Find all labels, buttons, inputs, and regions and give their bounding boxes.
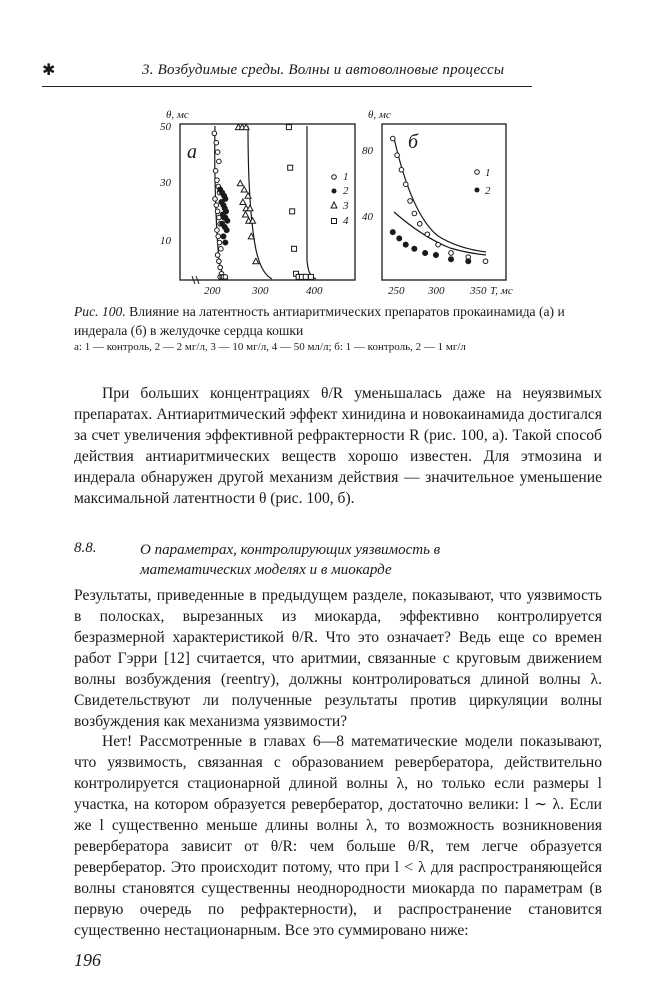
- panel-a-series-1-point: [214, 140, 219, 145]
- panel-b-xtick-350: 350: [470, 285, 487, 297]
- panel-a-xtick-400: 400: [306, 285, 323, 297]
- panel-a-ytick-10: 10: [160, 235, 171, 247]
- panel-b-series-2-point: [423, 250, 428, 255]
- panel-b-series-2-point: [403, 242, 408, 247]
- panel-b-curve-inderal: [394, 212, 486, 255]
- panel-a-ytick-50: 50: [160, 121, 171, 133]
- panel-a-ylabel: θ, мс: [166, 110, 189, 121]
- panel-b-series-2-point: [390, 230, 395, 235]
- panel-a-frame: [180, 124, 355, 280]
- paragraph-2: Результаты, приведенные в предыдущем разделе, показывают, что уязвимость в полосках, вырезанных из миокарда, эффективно контролируется безразмерной характеристикой θ/R. Что это означает? Ведь еще со времен работ Гэрри [12] считается, что аритмии, связанные с круговым движением волны возбуждения (reentry), должны контролироваться длиной волны λ. Свидетельствуют ли полученные результаты против циркуляции волны возбуждения как механизма уязвимости?: [74, 587, 602, 730]
- panel-a-series-1-point: [215, 209, 220, 214]
- running-header: [42, 60, 532, 84]
- panel-a-legend-3: 3: [343, 200, 349, 212]
- panel-a-series-2-point: [225, 218, 230, 223]
- panel-a-series-2-point: [221, 234, 226, 239]
- panel-a-series-1-point: [214, 203, 219, 208]
- panel-b-series-1-point: [436, 242, 441, 247]
- panel-a-series-3-point: [237, 180, 243, 186]
- panel-a: [159, 110, 355, 297]
- panel-a-series-4-point: [303, 274, 308, 279]
- panel-a-legend-1: 1: [343, 171, 349, 183]
- panel-b-series-1-point: [417, 222, 422, 227]
- panel-a-curve-10mg: [248, 126, 272, 279]
- panel-b-ytick-40: 40: [362, 211, 373, 223]
- panel-b-series-1-point: [403, 182, 408, 187]
- panel-a-legend-mark-1: [332, 175, 337, 180]
- panel-a-series-2-point: [224, 228, 229, 233]
- panel-a-legend-4: 4: [343, 215, 349, 227]
- panel-a-series-1-point: [219, 247, 224, 252]
- panel-b-series-1-point: [425, 232, 430, 237]
- panel-a-series-1-point: [213, 197, 218, 202]
- panel-b-markers: [390, 136, 488, 264]
- paragraph-1: При больших концентрациях θ/R уменьшалась даже на неуязвимых препаратах. Антиаритмический эффект хинидина и новокаинамида достигался за счет увеличения эффективной рефрактерности R (рис. 100, а). Такой способ действия антиаритмических веществ хорошо известен. Для этмозина и индерала обнаружен другой механизм действия — значительное уменьшение максимальной латентности θ (рис. 100, б).: [74, 385, 602, 507]
- panel-a-legend-mark-2: [332, 189, 337, 194]
- panel-a-series-3-point: [240, 199, 246, 205]
- panel-b-series-2-point: [449, 257, 454, 262]
- panel-a-legend-mark-3: [331, 202, 337, 208]
- panel-a-ytick-30: 30: [160, 177, 171, 189]
- panel-b-legend-mark-2: [475, 188, 480, 193]
- panel-a-xtick-200: 200: [204, 285, 221, 297]
- figure-100: [140, 110, 520, 300]
- paragraph-3: Нет! Рассмотренные в главах 6—8 математические модели показывают, что уязвимость, связанная с образованием ревербератора, действительно контролируется стационарной длиной волны λ, но только если размеры l участка, на котором образуется ревербератор, достаточно велики: l ∼ λ. Если же l существенно меньше длины волны λ, то возможность возникновения ревербератора зависит от θ/R: чем больше θ/R, тем легче образуется ревербератор. Это происходит потому, что при l < λ для распространяющейся волны становятся существенны неоднородности миокарда по параметрам (в первую очередь по рефрактерности), и распространение становится существенно нестационарным. Все это суммировано ниже:: [74, 733, 602, 939]
- figure-caption: [74, 302, 604, 340]
- panel-b-series-2-point: [397, 236, 402, 241]
- panel-a-series-1-point: [215, 228, 220, 233]
- header-title: 3. Возбудимые среды. Волны и автоволновые процессы: [142, 62, 505, 78]
- panel-a-letter: а: [187, 141, 197, 163]
- panel-a-series-1-point: [213, 169, 218, 174]
- panel-a-series-1-point: [217, 240, 222, 245]
- panel-a-series-1-point: [216, 234, 221, 239]
- panel-b-curve-control: [394, 138, 486, 252]
- panel-a-series-1-point: [215, 253, 220, 258]
- panel-b-series-2-point: [412, 246, 417, 251]
- panel-a-series-4-point: [286, 125, 291, 130]
- caption-text: Влияние на латентность антиаритмических препаратов прокаинамида (а) и индерала (б) в желудочке сердца кошки: [74, 304, 565, 338]
- panel-b-frame: [382, 124, 506, 280]
- panel-a-series-2-point: [223, 240, 228, 245]
- panel-a-curve-50mg: [307, 126, 316, 279]
- panel-b-series-1-point: [408, 199, 413, 204]
- panel-a-series-1-point: [218, 265, 223, 270]
- panel-b-series-1-point: [399, 167, 404, 172]
- panel-b-series-2-point: [433, 253, 438, 258]
- panel-a-series-1-point: [215, 178, 220, 183]
- panel-a-series-3-point: [242, 211, 248, 217]
- panel-b-xtick-250: 250: [388, 285, 405, 297]
- panel-b-legend-1: 1: [485, 167, 491, 179]
- panel-b-series-1-point: [449, 251, 454, 256]
- panel-b-series-1-point: [412, 211, 417, 216]
- panel-a-legend-mark-4: [332, 219, 337, 224]
- panel-b-legend-2: 2: [485, 185, 491, 197]
- header-rule: [42, 86, 532, 87]
- panel-a-legend-2: 2: [343, 185, 349, 197]
- panel-a-xtick-300: 300: [252, 285, 269, 297]
- panel-b-series-2-point: [466, 259, 471, 264]
- panel-a-series-4-point: [290, 209, 295, 214]
- panel-a-series-1-point: [212, 131, 217, 136]
- caption-label: Рис. 100.: [74, 304, 126, 319]
- panel-a-series-1-point: [217, 259, 222, 264]
- panel-b-ylabel: θ, мс: [368, 110, 391, 121]
- panel-a-series-1-point: [223, 275, 228, 280]
- panel-b-legend-mark-1: [475, 170, 480, 175]
- panel-b-series-1-point: [390, 136, 395, 141]
- panel-b-series-1-point: [395, 153, 400, 158]
- panel-a-series-4-point: [288, 165, 293, 170]
- panel-a-series-1-point: [217, 159, 222, 164]
- section-title: О параметрах, контролирующих уязвимость в математических моделях и в миокарде: [140, 542, 441, 578]
- panel-a-series-4-point: [308, 274, 313, 279]
- panel-b-ytick-80: 80: [362, 145, 373, 157]
- panel-b-xunit: T, мс: [490, 285, 513, 297]
- panel-a-series-1-point: [215, 150, 220, 155]
- panel-b-xtick-300: 300: [428, 285, 445, 297]
- panel-a-series-4-point: [292, 246, 297, 251]
- caption-legend: а: 1 — контроль, 2 — 2 мг/л, 3 — 10 мг/л, 4 — 50 мл/л; б: 1 — контроль, 2 — 1 мг/л: [74, 341, 466, 353]
- panel-b-letter: б: [408, 131, 419, 153]
- panel-a-series-3-point: [241, 187, 247, 193]
- panel-b-series-1-point: [483, 259, 488, 264]
- panel-b: [362, 110, 513, 297]
- header-mark: ✱: [42, 62, 56, 79]
- section-number: 8.8.: [74, 540, 97, 556]
- page-number: 196: [74, 950, 101, 970]
- panel-a-markers: [212, 124, 313, 279]
